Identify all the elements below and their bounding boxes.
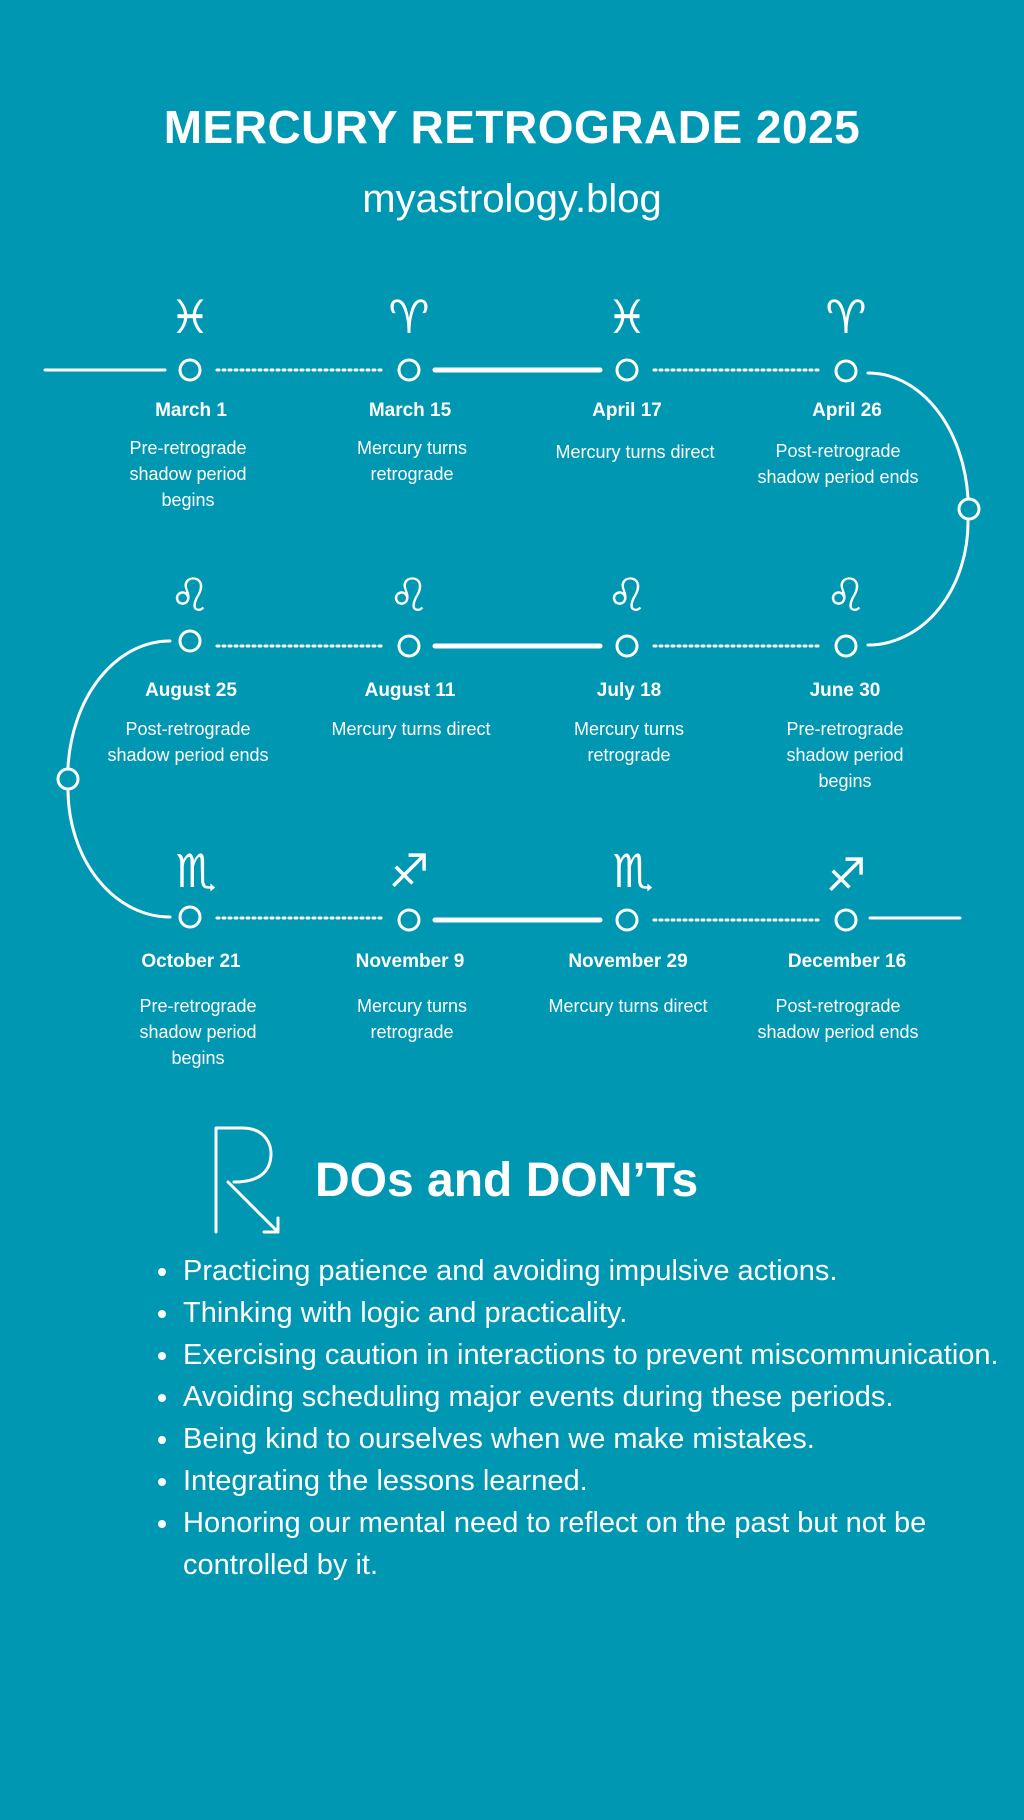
sagittarius-icon: ♐︎ [388,844,430,898]
event-date: June 30 [809,680,881,701]
sagittarius-icon: ♐︎ [825,848,867,902]
timeline-node [836,636,856,656]
event-description: Mercury turns direct [555,442,715,462]
event-date: August 11 [364,680,456,701]
event-description: Pre-retrograde shadow period begins [129,438,247,510]
event-date: November 29 [568,951,688,972]
scorpio-icon: ♏︎ [612,844,654,898]
timeline-node [617,910,637,930]
aries-icon: ♈︎ [825,290,867,344]
leo-icon: ♌︎ [169,568,211,622]
timeline-node [399,636,419,656]
pisces-icon: ♓︎ [606,290,648,344]
event-date: December 16 [787,951,907,972]
site-url: myastrology.blog [362,177,662,221]
retrograde-rx-icon [208,1122,284,1236]
connector-arc [68,791,170,917]
page-title: MERCURY RETROGRADE 2025 [163,101,861,153]
timeline-connector-node [58,769,78,789]
event-date: October 21 [141,951,241,972]
event-description: Mercury turns retrograde [356,438,468,484]
leo-icon: ♌︎ [825,568,867,622]
timeline-node [180,907,200,927]
leo-icon: ♌︎ [388,568,430,622]
event-date: July 18 [596,680,662,701]
pisces-icon: ♓︎ [169,290,211,344]
list-item: • Exercising caution in interactions to prevent miscommunication. [181,1334,1001,1376]
timeline-node [180,631,200,651]
timeline-node [399,360,419,380]
timeline-node [617,360,637,380]
event-date: April 17 [592,400,662,421]
dos-list [145,1250,1001,1586]
dos-heading: DOs and DON’Ts [315,1154,699,1207]
event-date: November 9 [355,951,465,972]
list-item: • Practicing patience and avoiding impulsive actions. [181,1250,1001,1292]
list-item: • Avoiding scheduling major events during these periods. [181,1376,1001,1418]
event-description: Mercury turns retrograde [356,996,468,1042]
event-date: March 1 [155,400,227,421]
timeline-node [836,910,856,930]
event-description: Post-retrograde shadow period ends [757,996,919,1042]
event-date: April 26 [812,400,882,421]
event-description: Mercury turns retrograde [573,719,685,765]
timeline-node [836,361,856,381]
event-date: March 15 [368,400,452,421]
list-item: • Being kind to ourselves when we make mistakes. [181,1418,1001,1460]
leo-icon: ♌︎ [606,568,648,622]
timeline-node [617,636,637,656]
event-description: Pre-retrograde shadow period begins [786,719,904,791]
event-description: Post-retrograde shadow period ends [757,441,919,487]
event-description: Pre-retrograde shadow period begins [139,996,257,1068]
aries-icon: ♈︎ [388,290,430,344]
event-description: Mercury turns direct [331,719,491,739]
list-item: • Honoring our mental need to reflect on the past but not be controlled by it. [181,1502,1001,1586]
scorpio-icon: ♏︎ [175,844,217,898]
event-date: August 25 [145,680,237,701]
timeline-node [180,360,200,380]
list-item: • Thinking with logic and practicality. [181,1292,1001,1334]
list-item: • Integrating the lessons learned. [181,1460,1001,1502]
event-description: Post-retrograde shadow period ends [107,719,269,765]
timeline-node [399,910,419,930]
timeline-connector-node [959,499,979,519]
event-description: Mercury turns direct [548,996,708,1016]
